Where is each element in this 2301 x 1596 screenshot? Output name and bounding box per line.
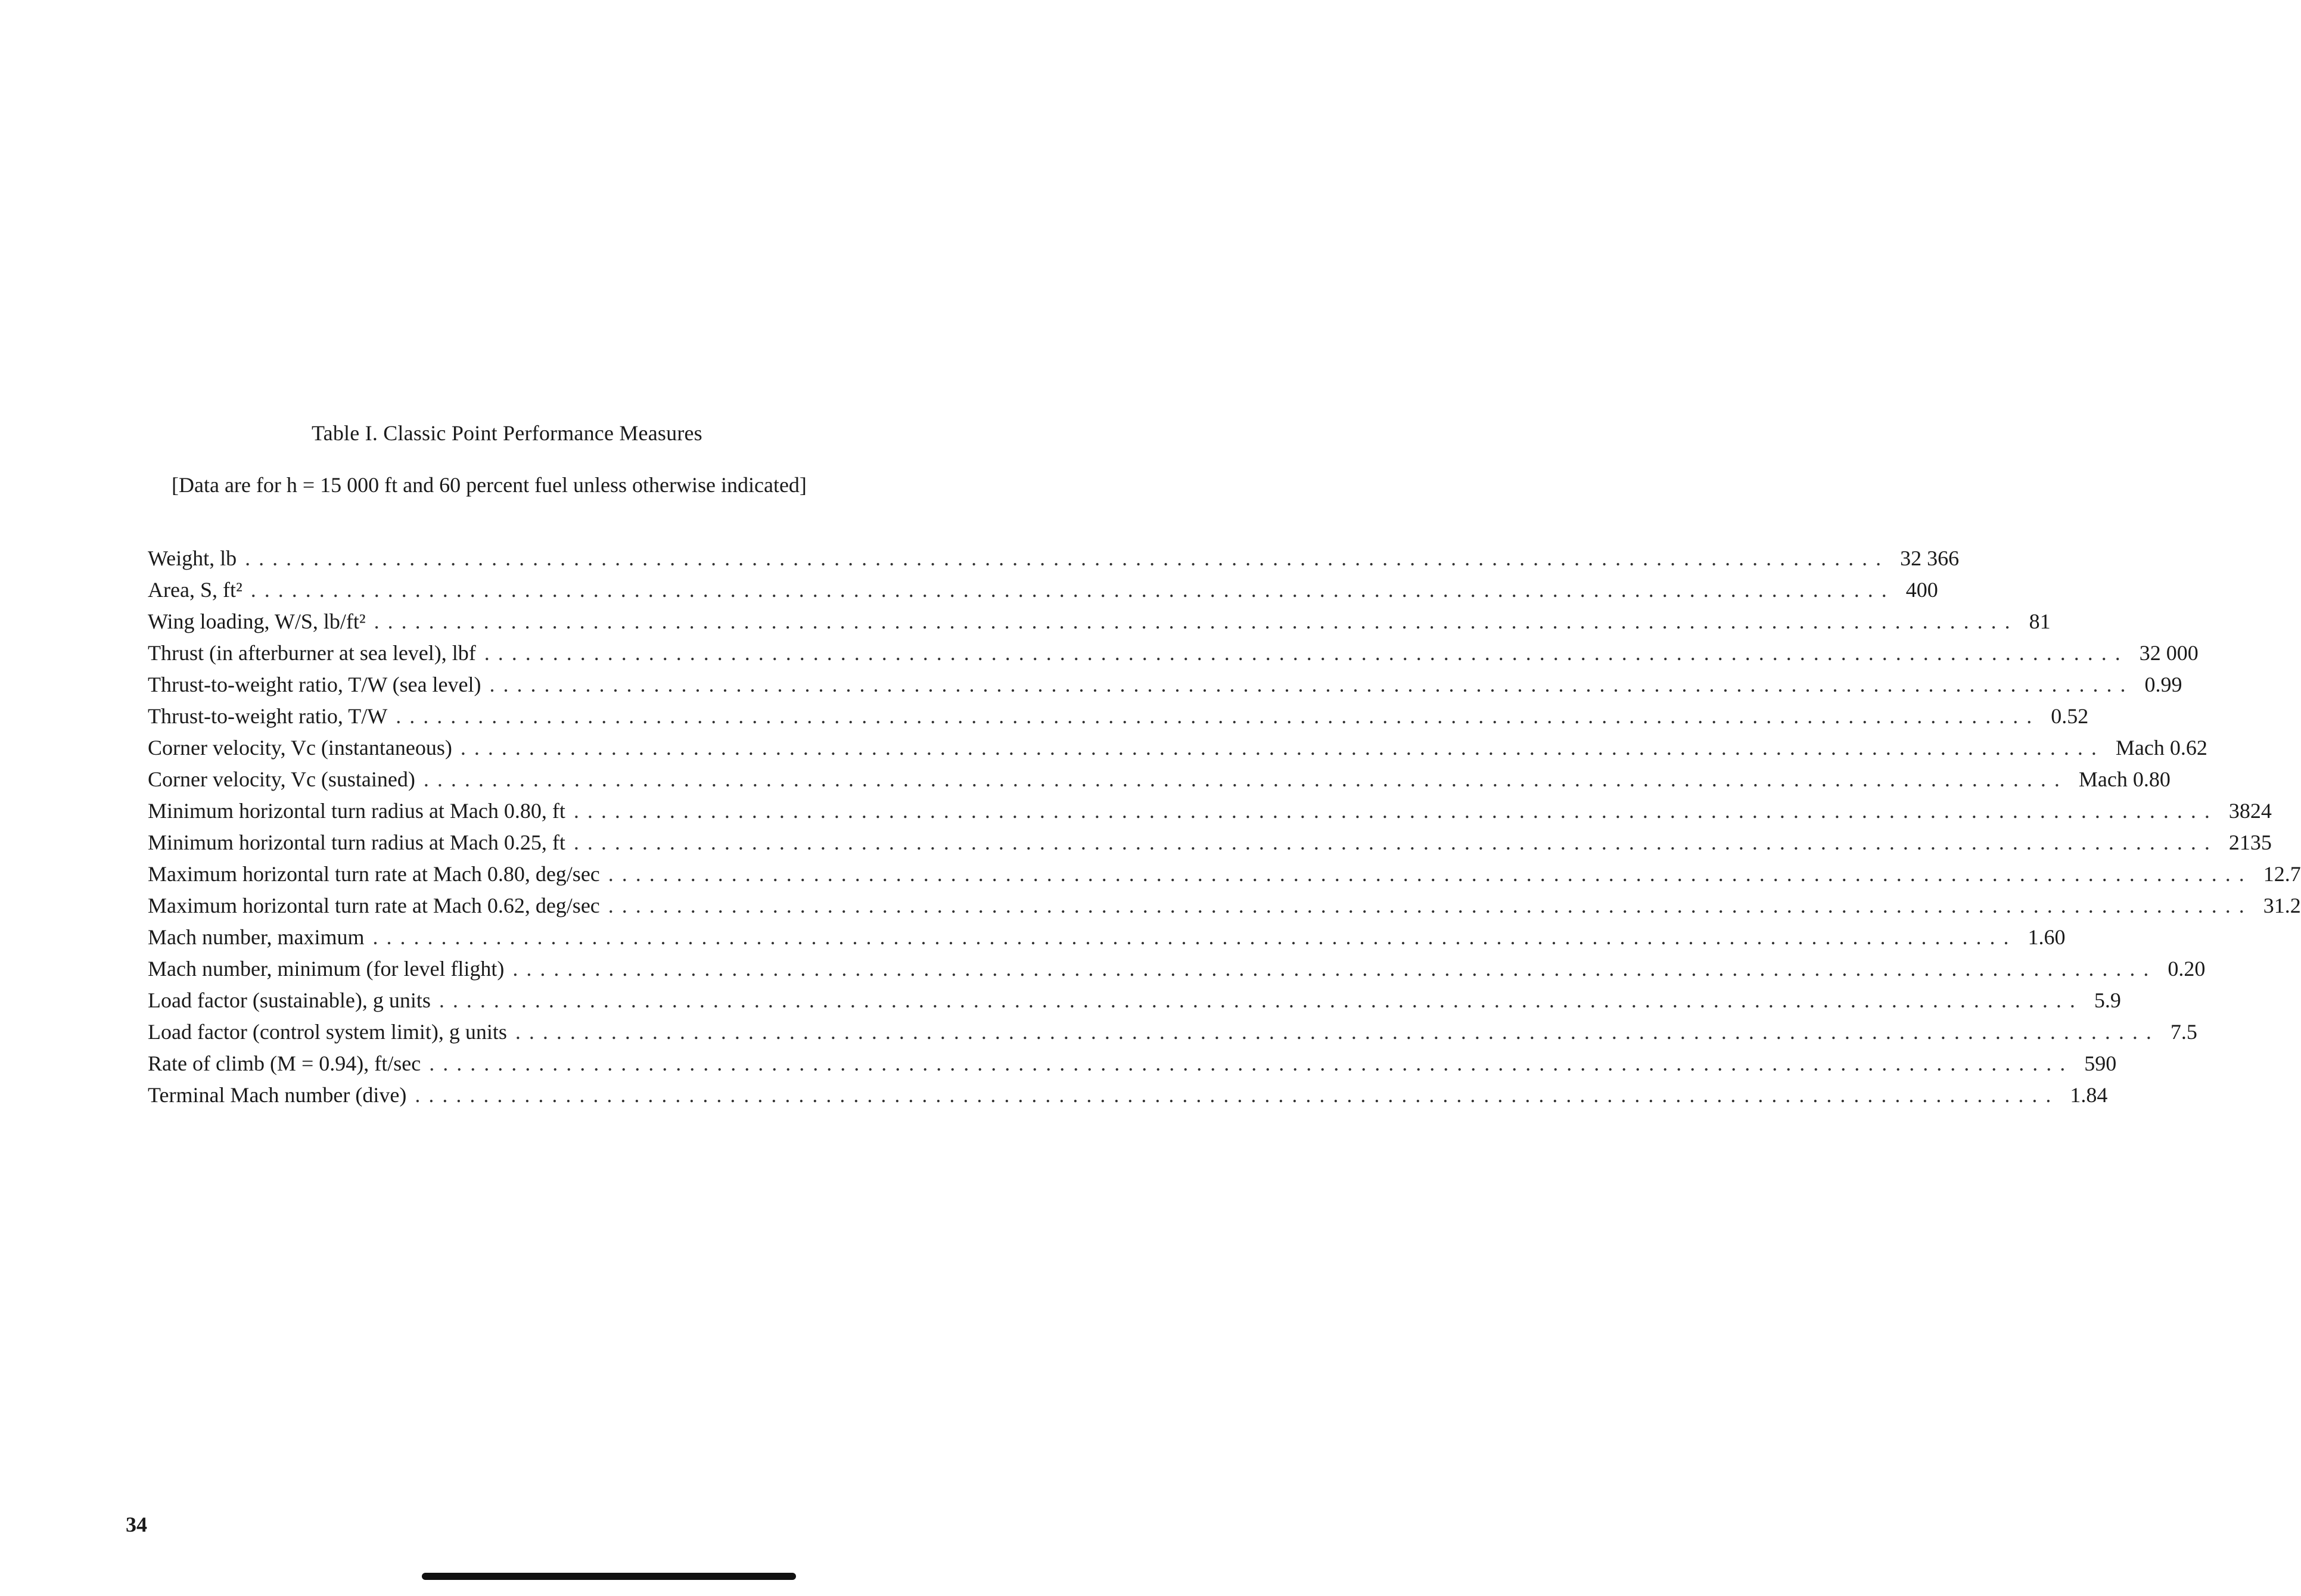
table-row [148,1019,2197,1051]
row-value: 5.9 [2084,988,2121,1013]
table-note: [Data are for h = 15 000 ft and 60 percent fuel unless otherwise indicated] [172,473,807,497]
leader-dots: ........................................................................................................................ [250,578,1895,602]
table-row [148,830,2272,861]
row-value: 81 [2019,609,2051,634]
row-label: Load factor (control system limit), g units [148,1019,515,1044]
row-label: Thrust-to-weight ratio, T/W [148,704,396,729]
row-value: 7.5 [2160,1019,2197,1044]
table-row [148,956,2206,988]
leader-dots: ........................................................................................................................ [515,1020,2160,1044]
table-row [148,798,2272,830]
leader-dots: ........................................................................................................................ [374,609,2019,633]
leader-dots: ........................................................................................................................ [573,799,2218,823]
leader-dots: ........................................................................................................................ [396,704,2041,728]
row-label: Load factor (sustainable), g units [148,988,439,1013]
table-row [148,893,2301,925]
row-label: Corner velocity, Vc (sustained) [148,767,424,792]
leader-dots: ........................................................................................................................ [372,925,2017,949]
table-row [148,546,1960,577]
table-row [148,1051,2117,1082]
row-value: 0.20 [2157,956,2205,981]
table-rows [148,546,2301,1114]
table-row [148,767,2171,798]
row-label: Area, S, ft² [148,577,251,602]
leader-dots: ........................................................................................................................ [489,673,2134,696]
row-label: Minimum horizontal turn radius at Mach 0.80, ft [148,798,574,823]
table-row [148,925,2066,956]
row-label: Thrust (in afterburner at sea level), lbf [148,640,484,665]
row-value: 2135 [2218,830,2272,855]
leader-dots: ........................................................................................................................ [484,641,2129,665]
table-row [148,1082,2108,1114]
row-label: Maximum horizontal turn rate at Mach 0.80, deg/sec [148,861,608,886]
row-value: 31.2 [2253,893,2301,918]
row-label: Mach number, maximum [148,925,372,950]
row-label: Mach number, minimum (for level flight) [148,956,512,981]
row-label: Corner velocity, Vc (instantaneous) [148,735,461,760]
table-title: Table I. Classic Point Performance Measures [312,421,702,445]
leader-dots: ........................................................................................................................ [245,546,1890,570]
leader-dots: ........................................................................................................................ [439,988,2084,1012]
row-label: Weight, lb [148,546,245,571]
row-value: Mach 0.80 [2068,767,2171,792]
leader-dots: ........................................................................................................................ [573,830,2218,854]
row-value: 590 [2073,1051,2116,1076]
row-label: Wing loading, W/S, lb/ft² [148,609,374,634]
row-label: Maximum horizontal turn rate at Mach 0.62, deg/sec [148,893,608,918]
leader-dots: ........................................................................................................................ [429,1051,2074,1075]
home-indicator-bar[interactable] [422,1573,796,1580]
row-value: 3824 [2218,798,2272,823]
row-label: Minimum horizontal turn radius at Mach 0.25, ft [148,830,574,855]
row-label: Terminal Mach number (dive) [148,1082,415,1107]
row-label: Thrust-to-weight ratio, T/W (sea level) [148,672,490,697]
leader-dots: ........................................................................................................................ [460,736,2105,760]
table-row [148,988,2121,1019]
leader-dots: ........................................................................................................................ [415,1083,2060,1107]
row-value: 1.60 [2017,925,2065,950]
row-value: Mach 0.62 [2105,735,2207,760]
leader-dots: ........................................................................................................................ [608,894,2253,917]
row-value: 32 366 [1889,546,1959,571]
table-row [148,640,2199,672]
page-number: 34 [126,1513,147,1536]
table-row [148,735,2207,767]
row-value: 32 000 [2129,640,2199,665]
leader-dots: ........................................................................................................................ [512,957,2157,981]
leader-dots: ........................................................................................................................ [423,767,2068,791]
row-label: Rate of climb (M = 0.94), ft/sec [148,1051,429,1076]
row-value: 400 [1895,577,1938,602]
table-row [148,861,2301,893]
table-row [148,609,2051,640]
row-value: 0.99 [2134,672,2182,697]
table-row [148,704,2089,735]
table-row [148,577,1938,609]
row-value: 12.7 [2253,861,2301,886]
leader-dots: ........................................................................................................................ [608,862,2253,886]
table-row [148,672,2182,704]
row-value: 1.84 [2059,1082,2107,1107]
row-value: 0.52 [2040,704,2088,729]
